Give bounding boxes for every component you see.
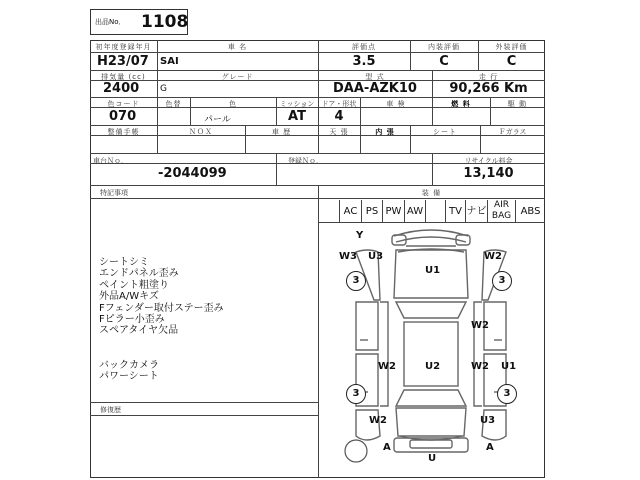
- exterior-score-label: 外装評価: [495, 43, 528, 51]
- damage-u1-hood: U1: [425, 265, 441, 276]
- note-item: シートシミ: [99, 257, 149, 268]
- first-reg-value: H23/07: [97, 54, 149, 69]
- note-item: [99, 337, 224, 348]
- doors-label: ドア・形状: [321, 100, 357, 108]
- equip-ac: AC: [340, 200, 362, 222]
- equip-aw: AW: [405, 200, 426, 222]
- damage-y: Y: [356, 230, 364, 241]
- manual-label: 整備手帳: [107, 128, 140, 136]
- chassis-label: 車台Ｎｏ．: [93, 157, 128, 165]
- color-change-label: 色替: [165, 100, 182, 108]
- interior-score-value: C: [439, 54, 449, 69]
- mileage-label: 走 行: [478, 73, 499, 81]
- interior-score-label: 内装評価: [428, 43, 460, 51]
- damage-w2-right: W2: [471, 320, 489, 331]
- damage-circle-rear-left: 3: [346, 384, 366, 404]
- note-item: エンドパネル歪み: [99, 268, 179, 280]
- car-name-value: SAI: [160, 56, 179, 67]
- damage-w2-left-door: W2: [378, 361, 396, 372]
- lot-label: 出品No．: [95, 18, 126, 26]
- damage-w2-rear-left: W2: [369, 415, 387, 426]
- color-code-value: 070: [109, 109, 137, 124]
- notes-label: 特記事項: [100, 189, 128, 197]
- score-label: 評価点: [352, 43, 376, 51]
- model-value: DAA-AZK10: [333, 81, 417, 96]
- history-label: 車 歴: [271, 128, 292, 136]
- score-value: 3.5: [352, 54, 376, 69]
- model-label: 型 式: [365, 73, 385, 81]
- grade-value: G: [160, 84, 167, 94]
- equip-airbag: AIR BAG: [488, 200, 516, 222]
- sunroof-label: 天 張: [329, 128, 349, 136]
- nox-label: ＮＯＸ: [189, 128, 213, 136]
- note-item: ペイント粗塗り: [99, 279, 169, 291]
- note-item: Fフェンダー取付ステー歪み: [99, 302, 224, 314]
- damage-w2-right-door: W2: [471, 361, 489, 372]
- equip-tv: TV: [446, 200, 466, 222]
- displacement-value: 2400: [103, 81, 140, 96]
- damage-a-left: A: [383, 442, 391, 453]
- lot-number: 1108: [141, 12, 189, 32]
- equip-ps: PS: [362, 200, 383, 222]
- equip-blank-2: [426, 200, 446, 222]
- equip-abs: ABS: [520, 205, 541, 217]
- note-item: パワーシート: [99, 371, 159, 383]
- color-label: 色: [229, 100, 237, 108]
- damage-w2-front-right: W2: [484, 251, 502, 262]
- damage-w3: W3: [339, 251, 357, 262]
- grade-label: グレード: [221, 73, 254, 81]
- damage-u3-front: U3: [368, 251, 384, 262]
- equip-blank-1: [318, 200, 340, 222]
- damage-circle-rear-right: 3: [497, 384, 517, 404]
- drive-label: 駆 動: [507, 100, 528, 108]
- chassis-value: -2044099: [158, 166, 227, 181]
- exterior-score-value: C: [506, 54, 517, 69]
- damage-circle-front-right: 3: [492, 271, 512, 291]
- mileage-value: 90,266 Km: [449, 81, 528, 96]
- doors-value: 4: [334, 109, 344, 124]
- transmission-value: AT: [288, 109, 306, 124]
- transmission-label: ミッション: [279, 100, 315, 108]
- notes-list: [99, 257, 224, 383]
- seat-label: シート: [433, 128, 457, 136]
- glass-label: Ｆガラス: [498, 128, 527, 136]
- first-reg-label: 初年度登録年月: [95, 43, 152, 51]
- note-item: Fピラー小歪み: [99, 314, 165, 326]
- damage-u-bottom: U: [428, 453, 437, 464]
- equipment-label: 装 備: [421, 189, 442, 197]
- damage-u2-roof: U2: [425, 361, 441, 372]
- inspection-label: 車 検: [386, 100, 406, 108]
- damage-u3-rear: U3: [480, 415, 496, 426]
- recycle-label: リサイクル料金: [464, 157, 513, 165]
- equip-pw: PW: [383, 200, 405, 222]
- car-name-label: 車 名: [227, 43, 248, 51]
- repair-label: 修復歴: [100, 406, 121, 414]
- recycle-value: 13,140: [463, 166, 514, 181]
- color-code-label: 色コード: [107, 100, 140, 108]
- damage-u1-right: U1: [501, 361, 517, 372]
- equip-navi: ナビ: [466, 200, 488, 222]
- fuel-label: 燃 料: [451, 100, 471, 108]
- interior-label: 内 張: [375, 128, 395, 136]
- displacement-label: 排気量 (cc): [101, 73, 146, 81]
- note-item: 外品A/Wキズ: [99, 291, 159, 303]
- damage-circle-front-left: 3: [346, 271, 366, 291]
- note-item: バックカメラ: [99, 359, 159, 371]
- note-item: スペアタイヤ欠品: [99, 325, 179, 337]
- color-value: パール: [204, 115, 231, 125]
- reg-no-label: 登録Ｎｏ．: [288, 157, 323, 165]
- damage-a-right: A: [486, 442, 494, 453]
